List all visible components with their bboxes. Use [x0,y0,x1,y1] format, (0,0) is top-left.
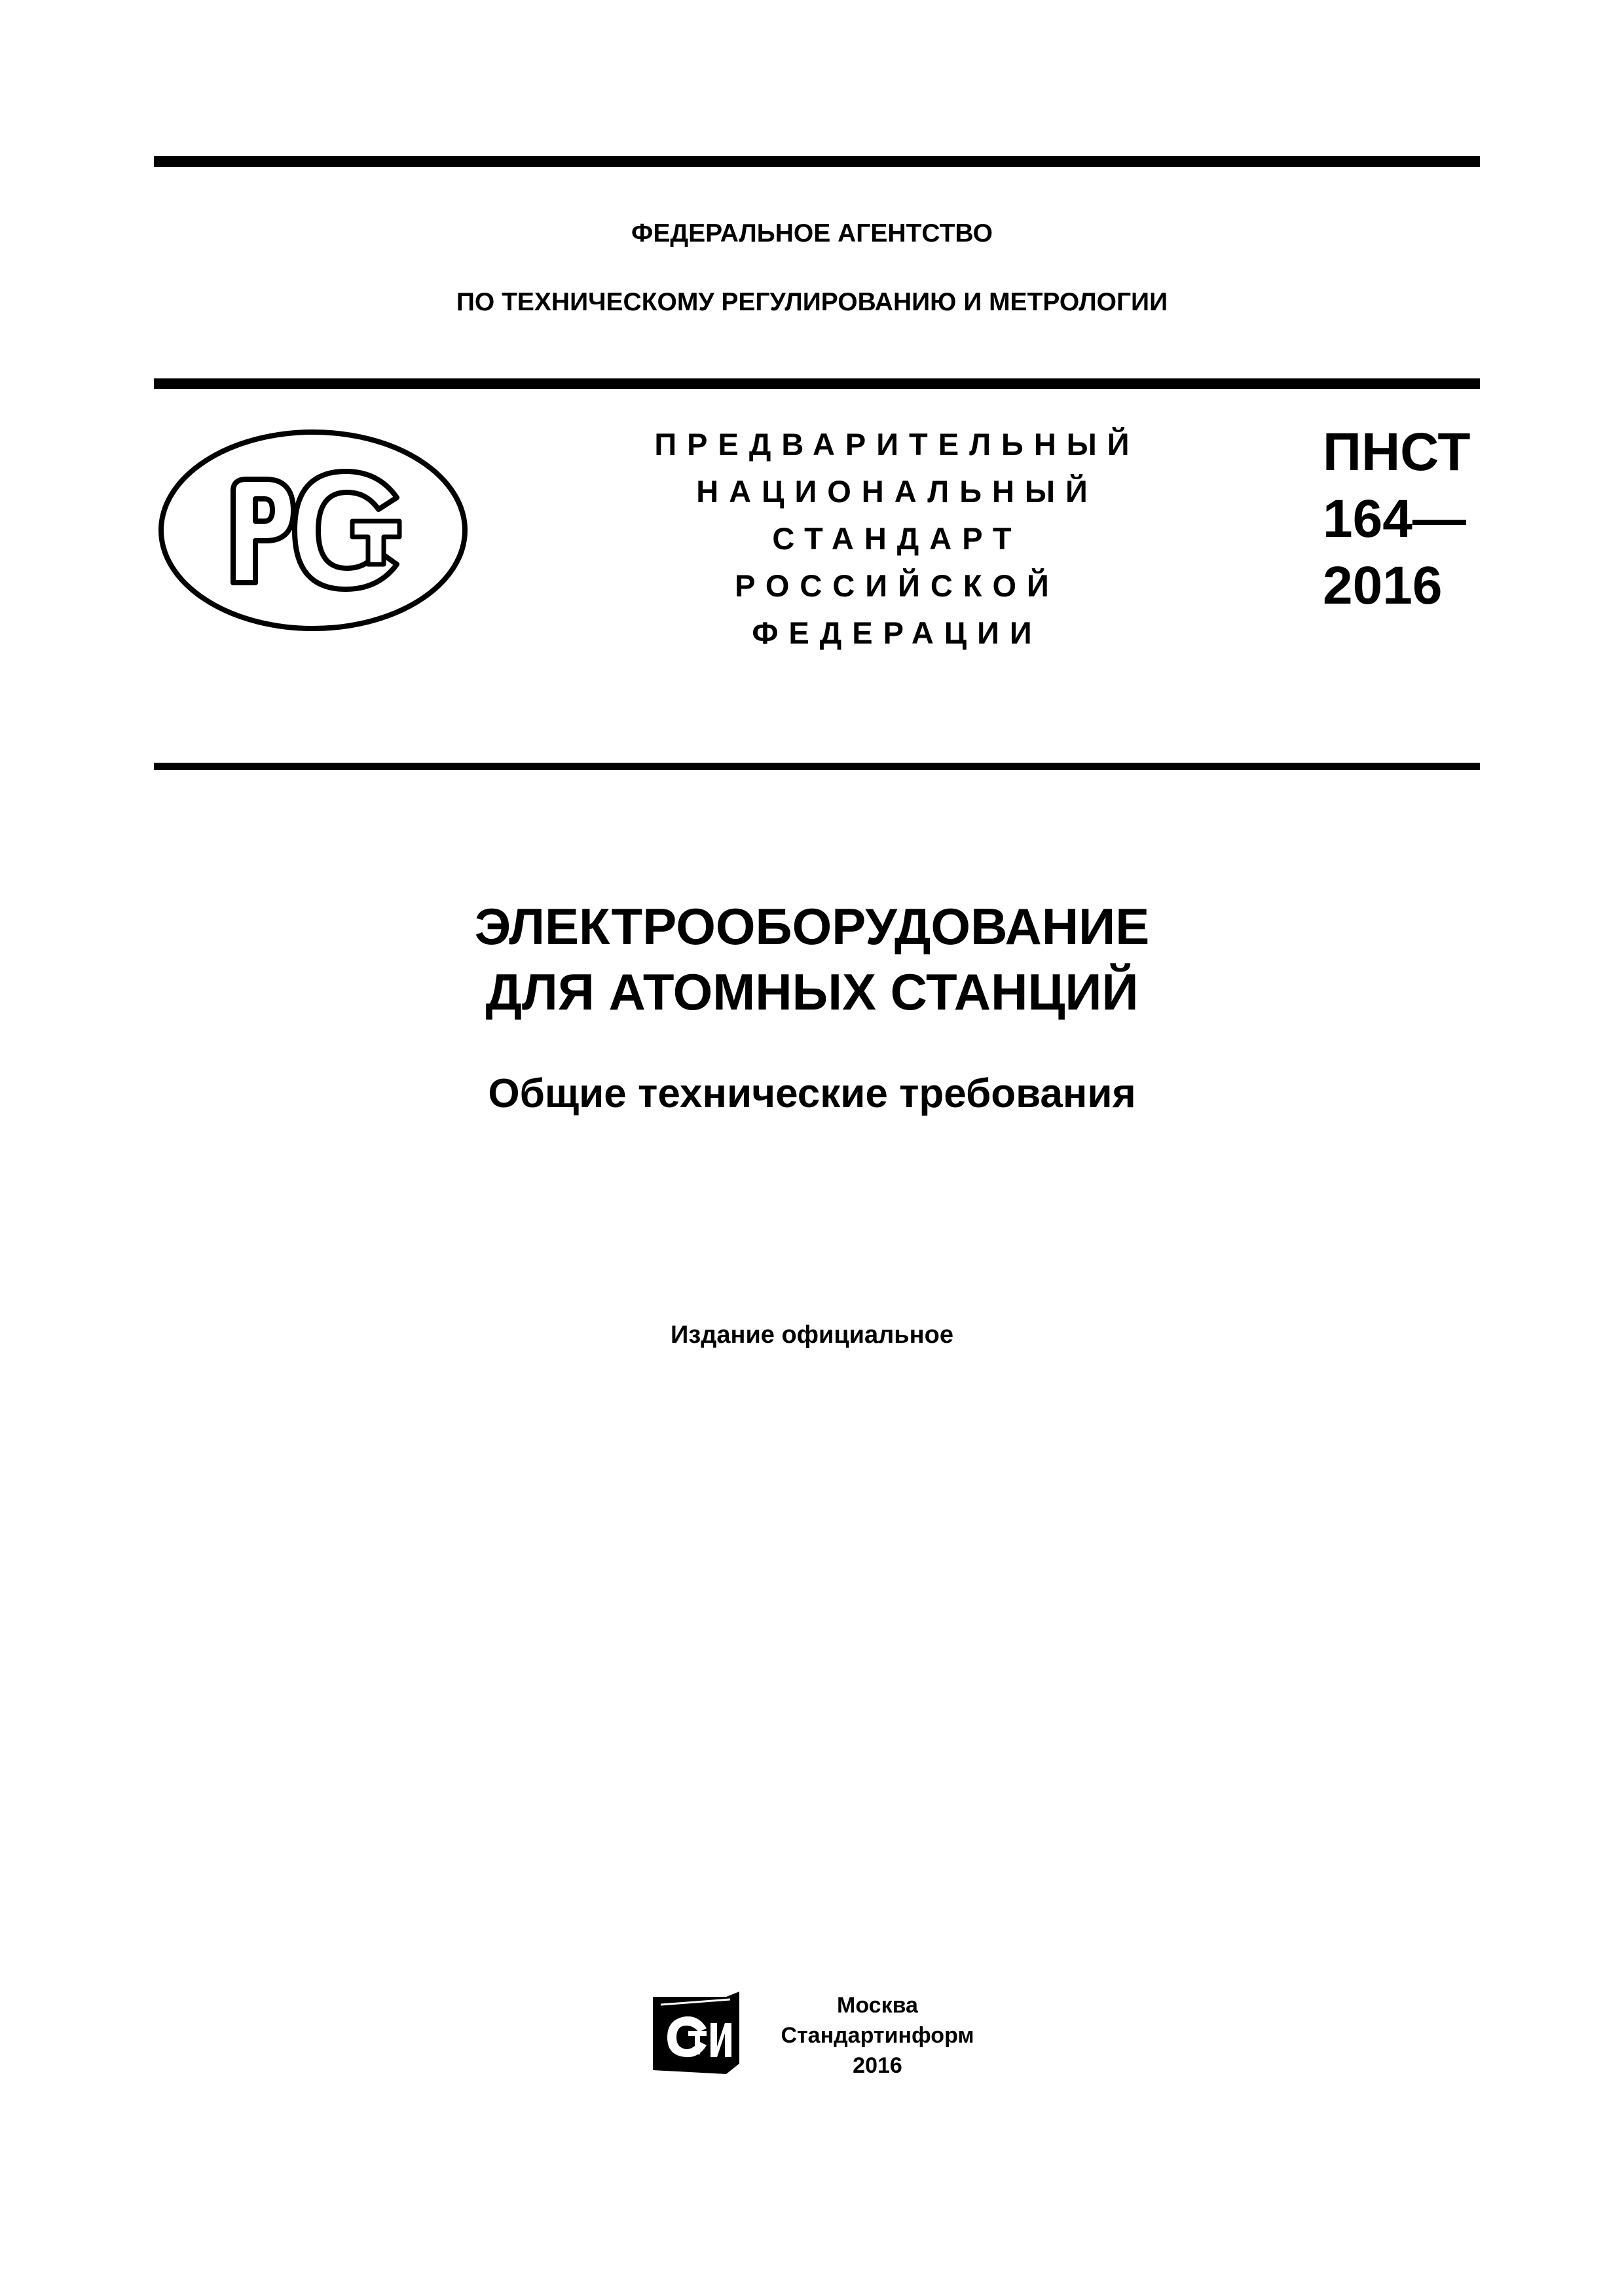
standartinform-logo-icon [652,1990,743,2079]
gost-r-mark-icon [156,426,470,635]
standard-type-line: СТАНДАРТ [772,521,1022,556]
title-rule [154,763,1480,770]
agency-line-2: ПО ТЕХНИЧЕСКОМУ РЕГУЛИРОВАНИЮ И МЕТРОЛОГИИ [456,288,1168,316]
standard-type-line: РОССИЙСКОЙ [735,568,1060,603]
standard-type-line: НАЦИОНАЛЬНЫЙ [696,474,1098,509]
standard-code-number: 164— [1323,489,1466,549]
standard-type-line: ПРЕДВАРИТЕЛЬНЫЙ [654,427,1140,462]
standard-type [612,421,1182,657]
document-title [0,894,1624,1025]
publisher-name: Стандартинформ [781,2023,974,2048]
edition-label: Издание официальное [671,1321,953,1349]
standard-code-prefix: ПНСТ [1323,422,1471,482]
publisher-city: Москва [837,1993,918,2018]
standard-code-year: 2016 [1323,556,1443,615]
header-rule [154,378,1480,389]
title-line-2: ДЛЯ АТОМНЫХ СТАНЦИЙ [485,963,1139,1021]
publisher-info [766,1990,989,2081]
agency-line-1: ФЕДЕРАЛЬНОЕ АГЕНТСТВО [631,219,993,247]
standard-type-line: ФЕДЕРАЦИИ [752,615,1043,650]
title-line-1: ЭЛЕКТРООБОРУДОВАНИЕ [474,898,1150,955]
standard-code [1323,419,1470,619]
document-subtitle: Общие технические требования [488,1071,1136,1116]
top-rule [154,156,1480,167]
publisher-year: 2016 [853,2053,902,2078]
